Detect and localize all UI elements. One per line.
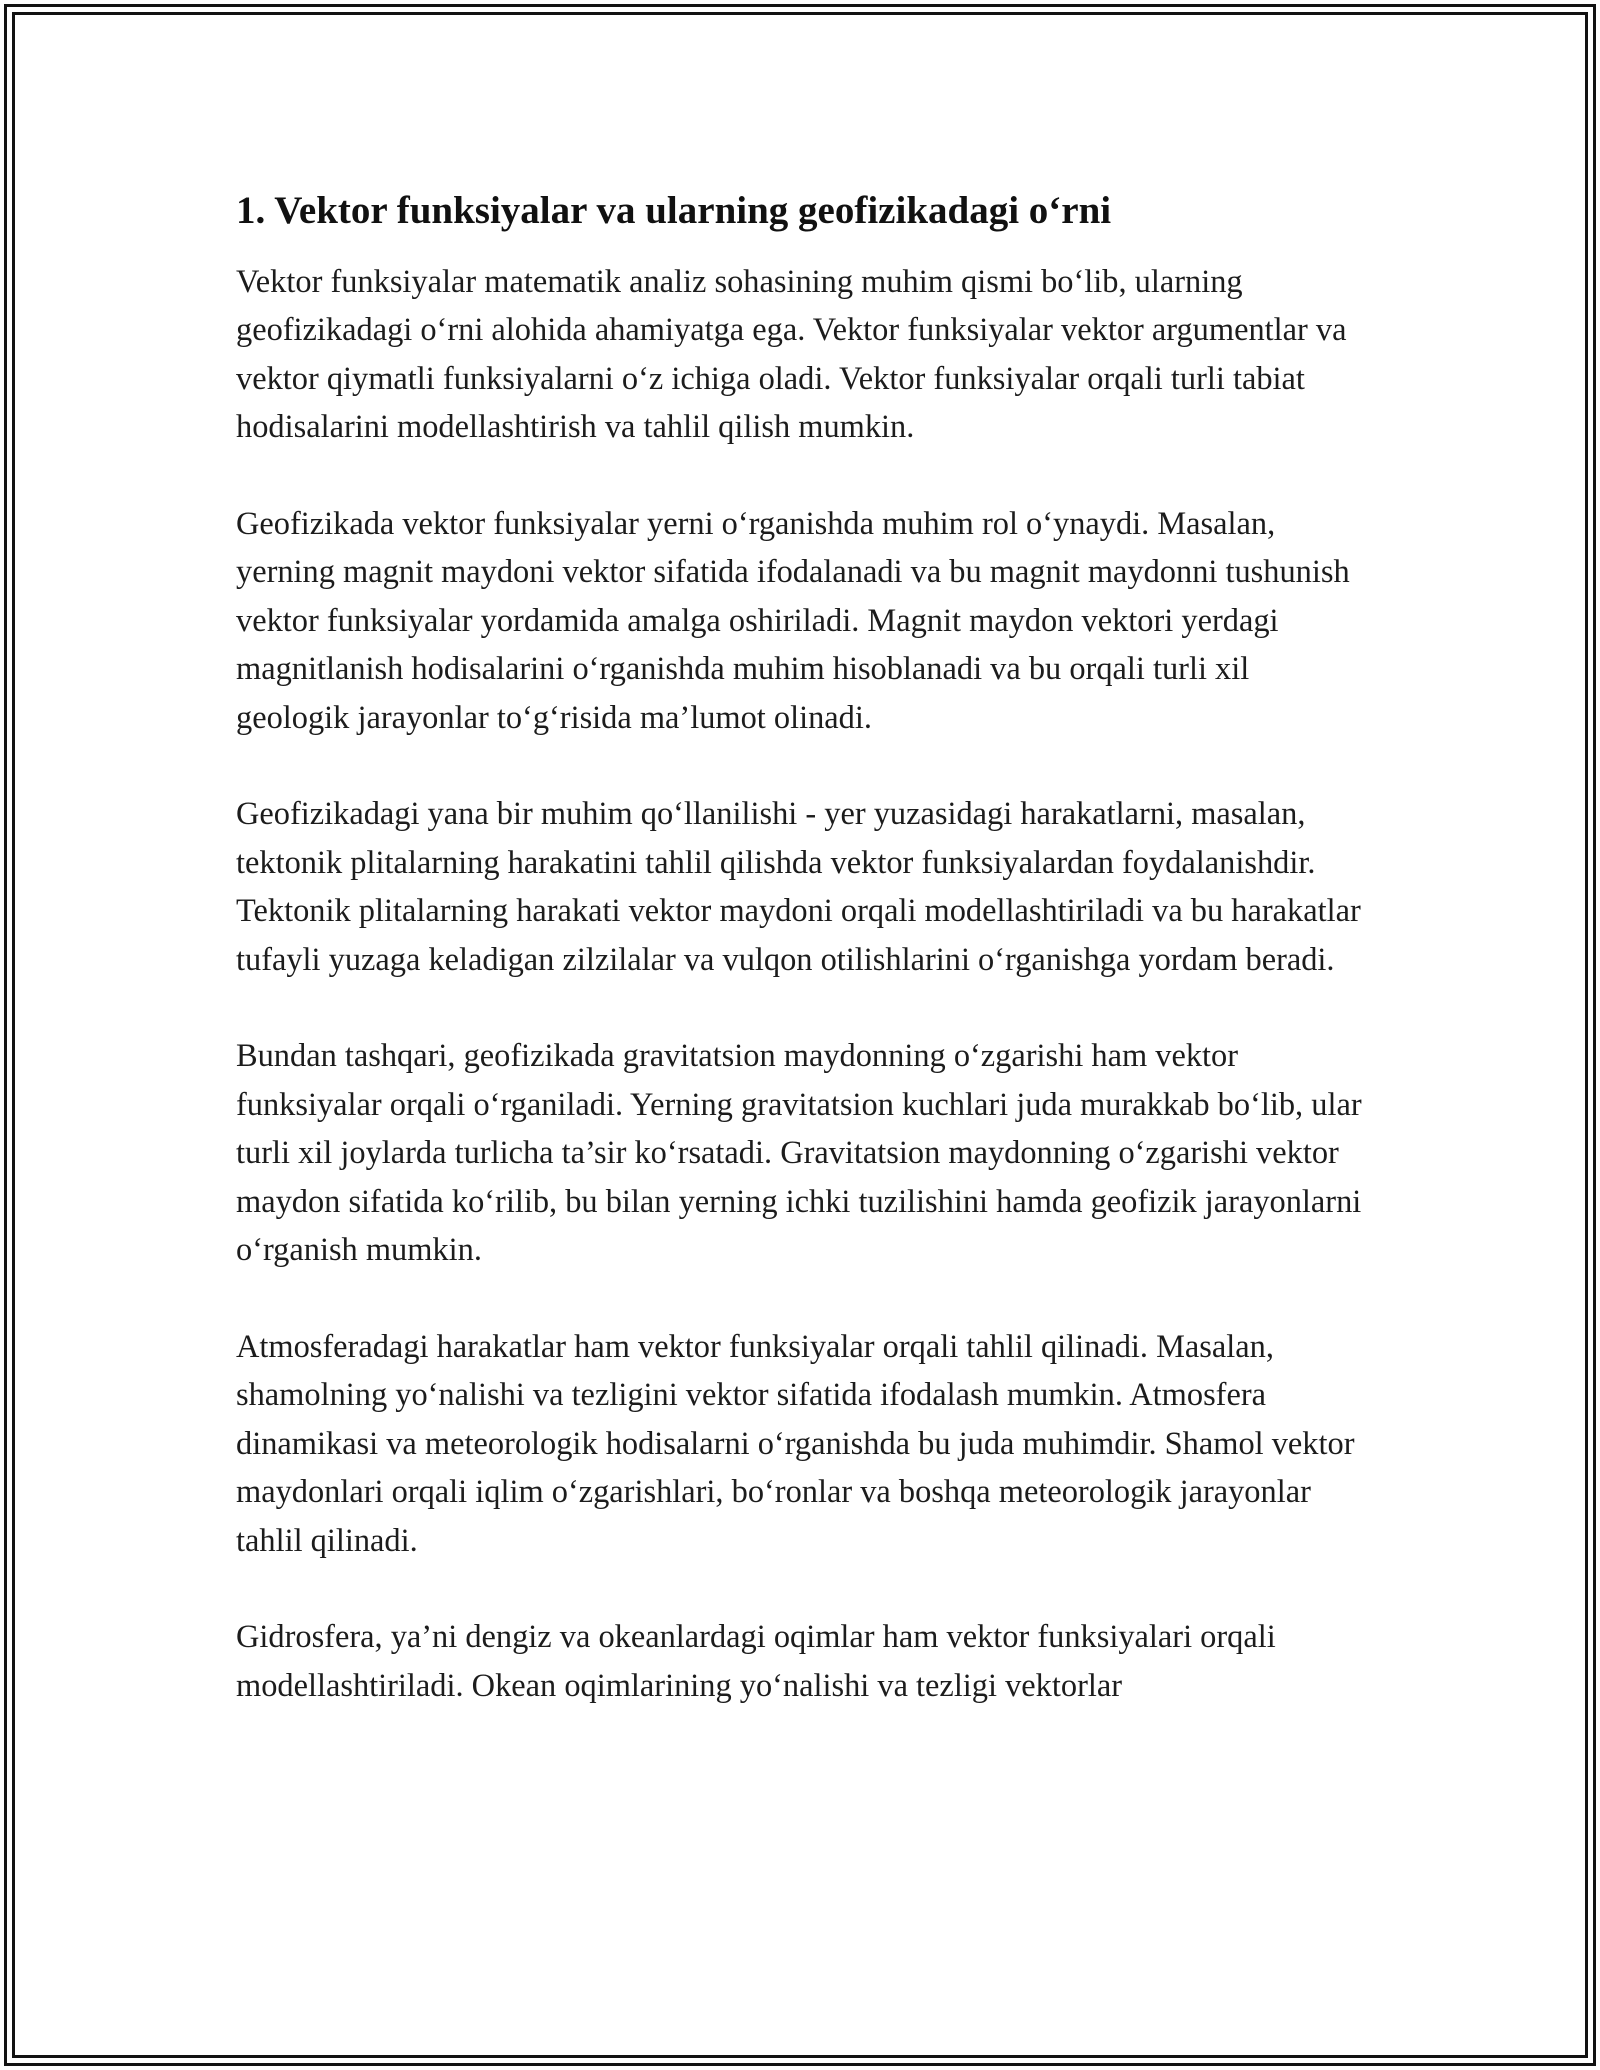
paragraph-2: Geofizikada vektor funksiyalar yerni o‘rganishda muhim rol o‘ynaydi. Masalan, yerning magnit maydoni vektor sifatida ifodalanadi va bu magnit maydonni tushunish vektor funksiyalar yordamida amalga oshiriladi. Magnit maydon vektori yerdagi magnitlanish hodisalarini o‘rganishda muhim hisoblanadi va bu orqali turli xil geologik jarayonlar to‘g‘risida ma’lumot olinadi. [236, 506, 1350, 736]
paragraph-4: Bundan tashqari, geofizikada gravitatsion maydonning o‘zgarishi ham vektor funksiyalar orqali o‘rganiladi. Yerning gravitatsion kuchlari juda murakkab bo‘lib, ular turli xil joylarda turlicha ta’sir ko‘rsatadi. Gravitatsion maydonning o‘zgarishi vektor maydon sifatida ko‘rilib, bu bilan yerning ichki tuzilishini hamda geofizik jarayonlarni o‘rganish mumkin. [236, 1038, 1362, 1269]
paragraph-6: Gidrosfera, ya’ni dengiz va okeanlardagi oqimlar ham vektor funksiyalari orqali modellashtiriladi. Okean oqimlarining yo‘nalishi va tezligi vektorlar [236, 1619, 1276, 1704]
section-heading: 1. Vektor funksiyalar va ularning geofizikadagi o‘rni [236, 189, 1112, 232]
paragraph-1: Vektor funksiyalar matematik analiz sohasining muhim qismi bo‘lib, ularning geofizikadagi o‘rni alohida ahamiyatga ega. Vektor funksiyalar vektor argumentlar va vektor qiymatli funksiyalarni o‘z ichiga oladi. Vektor funksiyalar orqali turli tabiat hodisalarini modellashtirish va tahlil qilish mumkin. [236, 264, 1347, 446]
document-body [236, 186, 1366, 1759]
paragraph-3: Geofizikadagi yana bir muhim qo‘llanilishi - yer yuzasidagi harakatlarni, masalan, tektonik plitalarning harakatini tahlil qilishda vektor funksiyalardan foydalanishdir. Tektonik plitalarning harakati vektor maydoni orqali modellashtiriladi va bu harakatlar tufayli yuzaga keladigan zilzilalar va vulqon otilishlarini o‘rganishga yordam beradi. [236, 796, 1361, 978]
paragraph-5: Atmosferadagi harakatlar ham vektor funksiyalar orqali tahlil qilinadi. Masalan, shamolning yo‘nalishi va tezligini vektor sifatida ifodalash mumkin. Atmosfera dinamikasi va meteorologik hodisalarni o‘rganishda bu juda muhimdir. Shamol vektor maydonlari orqali iqlim o‘zgarishlari, bo‘ronlar va boshqa meteorologik jarayonlar tahlil qilinadi. [236, 1328, 1355, 1559]
